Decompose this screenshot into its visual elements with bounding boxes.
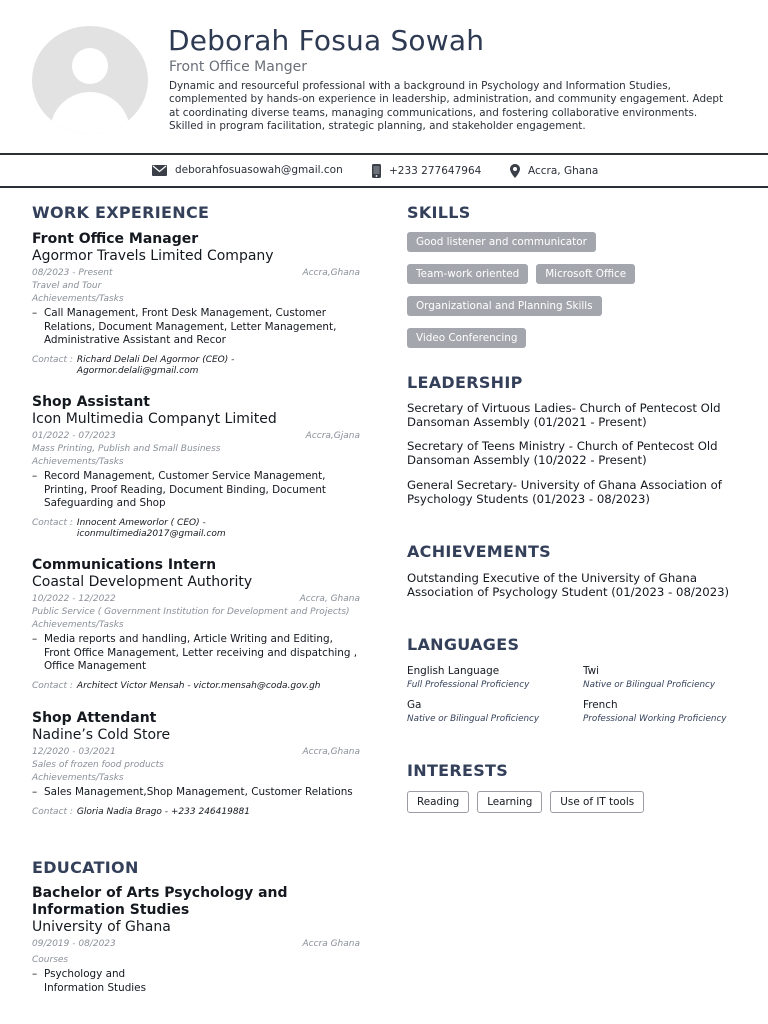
job-reference [32,807,360,818]
job-reference-value: Architect Victor Mensah - victor.mensah@coda.gov.gh [76,680,321,691]
job-company: Coastal Development Authority [32,574,253,590]
job-description: Sales of frozen food products [32,760,164,770]
contact-email[interactable] [152,164,343,176]
profile-summary: Dynamic and resourceful professional with a background in Psychology and Information Studies, complemented by hands-on experience in leadership, administration, and community engagement. Adept at coordinating diverse teams, managing communications, and fostering collaborative environments. Skilled in program facilitation, strategic planning, and stakeholder engagement. [169,80,724,132]
language-level: Full Professional Proficiency [407,680,530,690]
interest-tag: Use of IT tools [550,791,644,813]
leadership-item: Secretary of Virtuous Ladies- Church of Pentecost Old Dansoman Assembly (01/2021 - Present) [407,401,721,429]
job-tasks-label: Achievements/Tasks [32,294,124,304]
job-tasks-label: Achievements/Tasks [32,620,124,630]
job-title: Shop Assistant [32,394,150,410]
job-dates-row [32,593,360,606]
job-reference-value: Innocent Ameworlor ( CEO) - iconmultimedia2017@gmail.com [76,517,226,539]
job-reference-label: Contact : [32,517,73,528]
job-title: Front Office Manager [32,231,199,247]
language-name: English Language [407,665,500,677]
education-dates-row [32,938,360,951]
job-reference-label: Contact : [32,354,73,365]
language-entry [407,665,577,692]
job-dates: 12/2020 - 03/2021 [32,747,116,757]
job-tasks-label: Achievements/Tasks [32,773,124,783]
job-reference-label: Contact : [32,680,73,691]
language-name: French [583,699,618,711]
job-dates: 10/2022 - 12/2022 [32,594,116,604]
language-level: Native or Bilingual Proficiency [583,680,716,690]
job-location: Accra,Ghana [302,747,360,757]
job-description: Public Service ( Government Institution for Development and Projects) [32,607,350,617]
job-reference [32,681,360,692]
job-company: Nadine’s Cold Store [32,727,171,743]
phone-icon [372,164,381,178]
interests-list [407,791,644,813]
course-item: – Psychology and Information Studies [32,968,162,995]
candidate-name: Deborah Fosua Sowah [168,24,485,57]
language-entry [583,665,753,692]
envelope-icon [152,165,167,176]
job-reference [32,355,360,377]
job-dates-row [32,746,360,759]
map-pin-icon [510,164,520,178]
contact-phone[interactable] [372,164,481,178]
language-entry [407,699,577,726]
language-level: Native or Bilingual Proficiency [407,714,540,724]
skill-chip: Organizational and Planning Skills [407,296,602,316]
work-entry [32,710,360,818]
leadership-item: Secretary of Teens Ministry - Church of Pentecost Old Dansoman Assembly (10/2022 - Present) [407,439,718,467]
job-company: Agormor Travels Limited Company [32,248,274,264]
job-location: Accra, Ghana [299,594,360,604]
job-reference-value: Gloria Nadia Brago - +233 246419881 [76,806,251,817]
language-entry [583,699,753,726]
job-dates-row [32,430,360,443]
phone-text: +233 277647964 [389,165,482,177]
location-text: Accra, Ghana [528,165,599,177]
section-title-languages: LANGUAGES [407,635,520,654]
job-reference [32,518,360,540]
job-location: Accra,Gjana [305,431,360,441]
education-location: Accra Ghana [302,939,360,949]
section-title-leadership: LEADERSHIP [407,373,523,392]
job-description: Mass Printing, Publish and Small Business [32,444,221,454]
leadership-item: General Secretary- University of Ghana Association of Psychology Students (01/2023 - 08/2023) [407,478,722,506]
language-name: Ga [407,699,422,711]
achievement-item: Outstanding Executive of the University of Ghana Association of Psychology Student (01/2023 - 08/2023) [407,571,730,599]
section-title-skills: SKILLS [407,203,471,222]
education-entry [32,885,360,995]
interest-tag: Reading [407,791,469,813]
work-entry [32,394,360,540]
job-title: Shop Attendant [32,710,157,726]
section-title-achievements: ACHIEVEMENTS [407,542,551,561]
skill-chip: Good listener and communicator [407,232,596,252]
skill-chip: Microsoft Office [536,264,635,284]
work-entry [32,557,360,692]
job-task: – Record Management, Customer Service Management, Printing, Proof Reading, Document Binding, Document Safeguarding and Shop [32,470,360,511]
contact-bar [0,153,768,188]
job-company: Icon Multimedia Companyt Limited [32,411,277,427]
school-name: University of Ghana [32,919,171,935]
contact-location [510,164,598,178]
avatar-body [50,92,130,134]
job-reference-value: Richard Delali Del Agormor (CEO) - Agormor.delali@gmail.com [76,354,235,376]
job-dates: 08/2023 - Present [32,268,113,278]
skills-list [407,232,737,348]
work-entry [32,231,360,377]
avatar-head [72,48,108,84]
job-task: – Media reports and handling, Article Writing and Editing, Front Office Management, Letter receiving and dispatching , Office Management [32,633,360,674]
job-location: Accra,Ghana [302,268,360,278]
section-title-work: WORK EXPERIENCE [32,203,210,222]
section-title-education: EDUCATION [32,858,139,877]
avatar [32,26,148,134]
job-dates: 01/2022 - 07/2023 [32,431,116,441]
education-dates: 09/2019 - 08/2023 [32,939,116,949]
degree-title: Bachelor of Arts Psychology and Information Studies [32,885,288,918]
job-tasks-label: Achievements/Tasks [32,457,124,467]
language-level: Professional Working Proficiency [583,714,727,724]
candidate-title: Front Office Manger [169,59,307,75]
job-task: – Call Management, Front Desk Management, Customer Relations, Document Management, Letter Management, Administrative Assistant and Recor [32,307,360,348]
job-task: – Sales Management,Shop Management, Customer Relations [32,786,360,800]
courses-label: Courses [32,955,69,965]
job-title: Communications Intern [32,557,217,573]
skill-chip: Team-work oriented [407,264,528,284]
interest-tag: Learning [477,791,542,813]
email-text: deborahfosuasowah@gmail.con [175,164,343,176]
skill-chip: Video Conferencing [407,328,526,348]
job-description: Travel and Tour [32,281,102,291]
language-name: Twi [583,665,600,677]
section-title-interests: INTERESTS [407,761,509,780]
job-reference-label: Contact : [32,806,73,817]
job-dates-row [32,267,360,280]
